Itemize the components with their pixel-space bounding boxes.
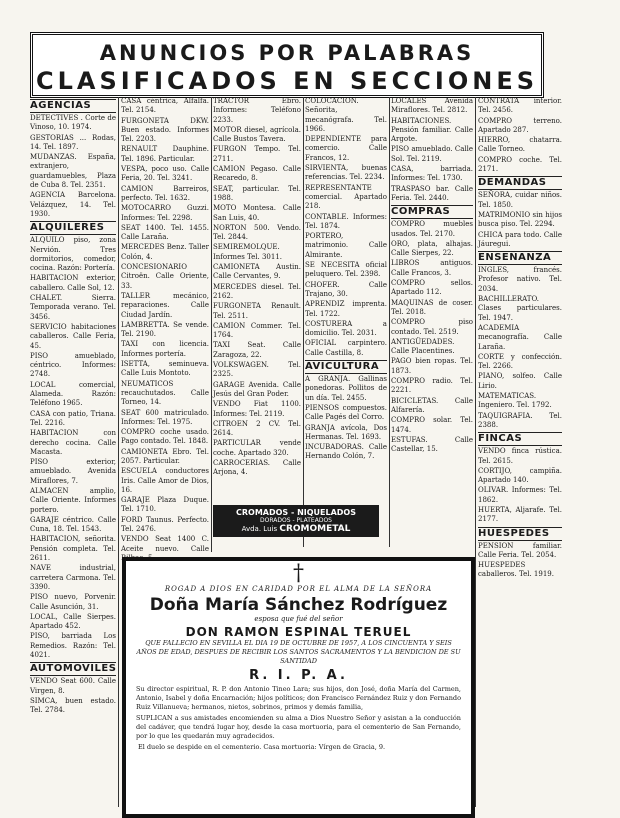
classified-ad: CORTIJO, campiña. Apartado 140. [478,466,562,485]
section-heading: HUESPEDES [478,527,562,541]
classified-ad: SIRVIENTA, buenas referencias. Tel. 2234. [305,164,387,182]
classified-ad: COMPRO muebles usados. Tel. 2170. [391,220,473,238]
classified-ad: HABITACION, señorita. Pensión completa. Tel. 2611. [30,535,116,563]
classified-ad: LIBROS antiguos. Calle Francos, 3. [391,259,473,277]
classified-ad: LOCAL comercial, Alameda. Razón: Teléfono 1965. [30,380,116,408]
classified-ad: CONCESIONARIO Citroën. Calle Oriente, 33. [121,263,209,290]
section-banner [30,32,544,98]
obit-relation: esposa que fué del señor [254,615,343,623]
classified-ad: GARAJE céntrico. Calle Cuna, 18. Tel. 1543. [30,515,116,534]
banner-subtitle: CLASIFICADOS EN SECCIONES [35,67,538,95]
classified-ad: TAXI Seat. Calle Zaragoza, 22. [213,341,301,359]
classified-ad: MERCEDES Benz. Taller Colón, 4. [121,243,209,261]
classified-ad: INCUBADORAS. Calle Hernando Colón, 7. [305,443,387,461]
column-divider [303,97,304,547]
classified-ad: PISO exterior, amueblado. Avenida Miraflores, 7. [30,458,116,485]
cromo-line-2: DORADOS - PLATEADOS [260,517,332,524]
cross-icon: † [293,561,304,586]
classified-ad: COMPRO radio. Tel. 2221. [391,377,473,395]
obit-request: SUPLICAN a sus amistades encomienden su alma a Dios Nuestro Señor y asistan a la conducción del cadáver, que tendrá lugar hoy, desde la casa mortuoria, para el cementerio de San Fernando, por lo que les quedarán muy agradecidos. [136,714,461,740]
classified-ad: MOTOR diesel, agrícola. Calle Bustos Tavera. [213,125,301,144]
classified-ad: DETECTIVES . Corte de Vinoso, 10. 1974. [30,114,116,132]
classified-ad: HABITACION exterior, caballero. Calle Sol, 12. [30,274,116,292]
classified-ad: ISETTA, seminueva. Calle Luis Montoto. [121,360,209,378]
classified-ad: VESPA, poco uso. Calle Feria, 20. Tel. 3241. [121,165,209,183]
classified-ad: ORO, plata, alhajas. Calle Sierpes, 22. [391,239,473,258]
obit-family: Su director espiritual, R. P. don Antonio Tineo Lara; sus hijos, don José, doña María del Carmen, Antonio, Isabel y doña Encarnación; hijos políticos; don Francisco Fernández Ruiz y don Fernando Ruiz Villanueva; hermanos, nietos, sobrinos, primos y demás familia, [136,685,461,711]
classified-ad: COMPRO terreno. Apartado 287. [478,116,562,134]
classified-ad: SEAT, particular. Tel. 1988. [213,184,301,202]
classified-ad: SEAT 600 matriculado. Informes: Tel. 1975. [121,408,209,426]
classified-ad: MAQUINAS de coser. Tel. 2018. [391,298,473,316]
classified-ad: COMPRO solar. Tel. 1474. [391,416,473,434]
classified-ad: SIMCA, buen estado. Tel. 2784. [30,696,116,715]
classified-ad: PIANO, solfeo. Calle Lirio. [478,372,562,390]
classified-ad: ESTUFAS. Calle Castellar, 15. [391,435,473,454]
classified-ad: CHICA para todo. Calle Jáuregui. [478,230,562,248]
obit-husband-name: DON RAMON ESPINAL TERUEL [185,625,412,639]
classified-ad: NAVE industrial, carretera Carmona. Tel. 3390. [30,564,116,591]
section-heading: AUTOMOVILES [30,663,117,675]
classified-ad: APRENDIZ imprenta. Tel. 1722. [305,300,387,318]
classified-ad: HUERTA, Aljarafe. Tel. 2177. [478,505,562,524]
classified-ad: TRASPASO bar. Calle Feria. Tel. 2440. [391,184,473,202]
cromo-line-1: CROMADOS - NIQUELADOS [235,508,356,517]
obit-deceased-name: Doña María Sánchez Rodríguez [149,595,448,615]
classified-ad: ACADEMIA mecanografía. Calle Laraña. [478,323,562,351]
classified-ad: SEMIREMOLQUE. Informes Tel. 3011. [213,243,283,261]
section-heading: AVICULTURA [305,360,387,374]
classified-ad: VENDO Seat 1400 C. Aceite nuevo. Calle [121,535,209,553]
classified-ad: CHOFER. Calle Trajano, 30. [305,280,387,298]
classified-ad: CORTE y confección. Tel. 2266. [478,352,562,371]
classified-ad: PISO amueblado, céntrico. Informes: 2748. [30,351,116,379]
classified-ad: MATRIMONIO sin hijos busca piso. Tel. 2294. [478,210,562,229]
classified-ad: OLIVAR. Informes: Tel. 1862. [478,486,562,504]
classified-ad: TAXI con licencia. Informes portería. [121,340,209,358]
classified-ad: ALQUILO piso, zona Nervión. Tres dormitorios, comedor, cocina. Razón: Portería. [30,236,116,273]
classified-ad: MOTOCARRO Guzzi. Informes: Tel. 2298. [121,204,209,222]
classified-ad: TAQUIGRAFIA. Tel. 2388. [478,411,562,429]
classified-ad: A GRANJA. Gallinas ponedoras. Pollitos de un día. Tel. 2455. [305,375,387,402]
section-heading: DEMANDAS [478,176,562,190]
classified-ad: CASA céntrica, Alfalfa. Tel. 2154. [121,97,209,115]
classified-ad: FURGON Tempo. Tel. 2711. [213,145,301,163]
classified-ad: CAMION Barreiros, perfecto. Tel. 1632. [121,184,209,202]
obituary-notice [122,557,475,818]
ads-column-6 [478,97,562,807]
obit-prayer-line: ROGAD A DIOS EN CARIDAD POR EL ALMA DE LA SEÑORA [164,585,433,593]
classified-ad: SEÑORA, cuidar niños. Tel. 1850. [478,191,562,209]
classified-ad: CHALET. Sierra. Temporada verano. Tel. 3456. [30,294,116,321]
classified-ad: CASA con patio, Triana. Tel. 2216. [30,409,116,427]
classified-ad: MOTO Montesa. Calle San Luis, 40. [213,204,301,222]
classified-ad: GARAJE Plaza Duque. Tel. 1710. [121,496,209,514]
obit-footer: El duelo se despide en el cementerio. Casa mortuoria: Vírgen de Gracia, 9. [138,743,386,751]
classified-ad: PAGO bien ropas. Tel. 1873. [391,357,473,375]
cromometal-ad [213,505,379,537]
classified-ad: HUESPEDES caballeros. Tel. 1919. [478,561,554,579]
classified-ad: OFICIAL carpintero. Calle Castilla, 8. [305,339,387,357]
classified-ad: LAMBRETTA. Se vende. Tel. 2190. [121,320,209,339]
classified-ad: GRANJA avícola, Dos Hermanas. Tel. 1693. [305,423,387,441]
section-heading: COMPRAS [391,205,473,219]
classified-ad: MATEMATICAS. Ingeniero. Tel. 1792. [478,392,552,410]
classified-ad: TRACTOR Ebro. Informes: Teléfono 2233. [213,97,301,124]
classified-ad: BICICLETAS. Calle Alfarería. [391,396,473,414]
ads-column-5 [391,97,473,547]
classified-ad: CAMIONETA Ebro. Tel. 2057. Particular. [121,447,209,465]
classified-ad: HABITACION con derecho cocina. Calle Macasta. [30,429,116,456]
column-divider [389,97,390,547]
classified-ad: SE NECESITA oficial peluquero. Tel. 2398. [305,261,387,279]
classified-ad: FURGONETA Renault. Tel. 2511. [213,302,301,320]
classified-ad: SEAT 1400. Tel. 1455. Calle Laraña. [121,223,209,242]
classified-ad: BACHILLERATO. Clases particulares. Tel. 1947. [478,295,562,322]
classified-ad: COMPRO coche usado. Pago contado. Tel. 1848. [121,428,209,446]
column-divider [118,97,119,807]
classified-ad: GESTORIAS ... Rodas, 14. Tel. 1897. [30,133,116,151]
classified-ad: ANTIGÜEDADES. Calle Placentines. [391,337,455,356]
classified-ad: CONTRATA interior. Tel. 2456. [478,97,562,115]
classified-ad: PIENSOS compuestos. Calle Pagés del Corro. [305,403,387,422]
classified-ad: PISO, barriada Los Remedios. Razón: Tel. 4021. [30,632,116,660]
classified-ad: DEPENDIENTE para comercio. Calle Francos, 12. [305,135,387,162]
classified-ad: CONTABLE. Informes: Tel. 1874. [305,212,387,230]
obit-details: QUE FALLECIO EN SEVILLA EL DIA 19 DE OCTUBRE DE 1957, A LOS CINCUENTA Y SEIS AÑOS DE EDAD, DESPUES DE RECIBIR LOS SANTOS SACRAMENTOS Y LA BENDICION DE SU SANTIDAD [136,639,461,665]
section-heading: ALQUILERES [30,221,116,235]
classified-ad: COMPRO coche. Tel. 2171. [478,155,562,174]
column-divider [211,97,212,552]
cromo-brand: CROMOMETAL [279,524,351,534]
classified-ad: GARAGE Avenida. Calle Jesús del Gran Poder. [213,380,301,398]
classified-ad: RENAULT Dauphine. Tel. 1896. Particular. [121,145,209,163]
classified-ad: CAMIONETA Austin. Calle Cervantes, 9. [213,263,301,281]
ads-column-2 [121,97,209,552]
ads-column-4 [305,97,387,547]
cromo-address: Avda. Luis [241,525,278,533]
obit-ripa: R. I. P. A. [249,668,348,683]
classified-ad: INGLES, francés. Profesor nativo. Tel. 2034. [478,266,562,293]
classified-ad: TALLER mecánico, reparaciones. Calle Ciudad Jardín. [121,291,209,319]
classified-ad: PORTERO, matrimonio. Calle Almirante. [305,232,387,259]
classified-ad: AGENCIA Barcelona. Velázquez, 14. Tel. 1930. [30,191,116,218]
classified-ad: FURGONETA DKW. Buen estado. Informes Tel. 2203. [121,116,209,144]
classified-ad: PISO amueblado. Calle Sol. Tel. 2119. [391,145,473,163]
classified-ad: LOCAL, Calle Sierpes. Apartado 452. [30,612,116,631]
classified-ad: FORD Taunus. Perfecto. Tel. 2476. [121,515,209,534]
classified-ad: CAMION Pegaso. Calle Recaredo, 8. [213,165,301,183]
classified-ad: COMPRO piso contado. Tel. 2519. [391,318,473,336]
banner-title: ANUNCIOS POR PALABRAS [99,41,475,65]
classified-ad: CARROCERIAS. Calle Arjona, 4. [213,458,301,477]
section-heading: FINCAS [478,432,562,446]
classified-ad: PENSION familiar. Calle Feria. Tel. 2054. [478,541,562,559]
classified-ad: COSTURERA a domicilio. Tel. 2031. [305,319,387,338]
classified-ad: NORTON 500. Vendo. Tel. 2844. [213,223,301,242]
ads-column-3 [213,97,301,497]
classified-ad: LOCALES Avenida Miraflores. Tel. 2812. [391,97,473,115]
classified-ad: VENDO Fiat 1100. Informes: Tel. 2119. [213,400,301,418]
section-heading: ENSEÑANZA [478,251,562,265]
classified-ad: CAMION Commer. Tel. 1764. [213,321,301,340]
classified-ad: CASA, barriada. Informes: Tel. 1730. [391,165,473,183]
classified-ad: ESCUELA conductores Iris. Calle Amor de Dios, 16. [121,467,209,494]
classified-ad: HABITACIONES. Pensión familiar. Calle Argote. [391,116,473,144]
classified-ad: MUDANZAS. España, extranjero, guardamuebles, Plaza de Cuba 8. Tel. 2351. [30,153,116,190]
classified-ad: REPRESENTANTE comercial. Apartado 218. [305,183,387,211]
cromo-line-3 [213,524,379,534]
classified-ad: VENDO Seat 600. Calle Virgen, 8. [30,677,116,695]
section-heading: AGENCIAS [30,99,116,113]
column-divider [475,97,476,807]
classified-ad: NEUMATICOS recauchutados. Calle Torneo, 14. [121,379,209,407]
classified-ad: CITROEN 2 CV. Tel. 2614. [213,419,301,438]
classified-ad: SERVICIO habitaciones caballeros. Calle Feria, 45. [30,322,116,350]
classified-ad: HIERRO, chatarra. Calle Torneo. [478,136,562,154]
classified-ad: VENDO finca rústica. Tel. 2615. [478,447,562,465]
ads-column-1 [30,97,116,807]
classified-ad: PISO nuevo, Porvenir. Calle Asunción, 31. [30,593,116,611]
classified-ad: MERCEDES diesel. Tel. 2162. [213,282,301,300]
classified-ad: PARTICULAR vende coche. Apartado 320. [213,439,301,457]
classified-ad: ALMACEN amplio, Calle Oriente. Informes portero. [30,486,116,514]
classified-ad: COMPRO sellos. Apartado 112. [391,279,473,297]
classified-ad: COLOCACION. Señorita, mecanógrafa. Tel. 1966. [305,97,387,133]
classified-ad: VOLKSWAGEN. Tel. 2325. [213,361,301,379]
